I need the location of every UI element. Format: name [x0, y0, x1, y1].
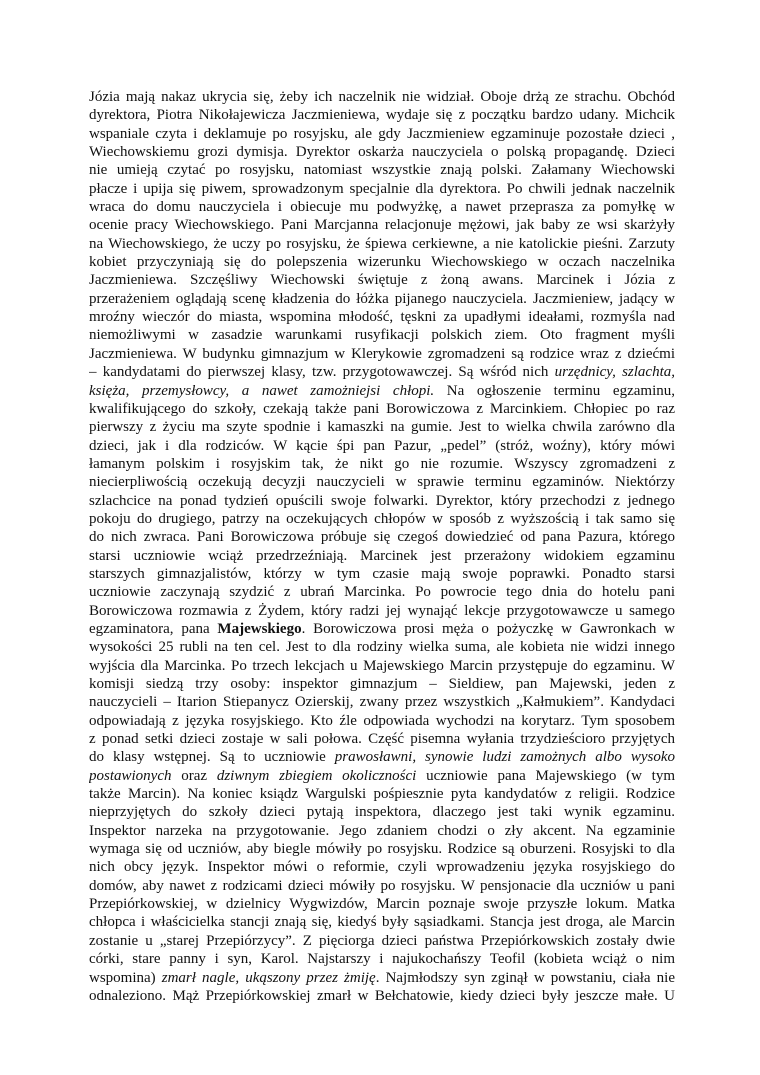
text-line [89, 712, 675, 730]
text-segment: . Borowiczowa prosi męża o pożyczkę w Gawronkach w [301, 620, 675, 637]
text-line [89, 822, 675, 840]
text-segment: łamanym polskim i rosyjskim tak, że nikt go nie rozumie. Wszyscy zgromadzeni z [89, 455, 675, 472]
text-line [89, 840, 675, 858]
text-line [89, 803, 675, 821]
text-line [89, 253, 675, 271]
text-line [89, 473, 675, 491]
text-line [89, 565, 675, 583]
italic-text: zmarł nagle, ukąszony przez żmiję [161, 969, 376, 986]
text-segment: na Wiechowskiego, że uczy po rosyjsku, że śpiewa cerkiewne, a nie katolickie pieśni. Zarzuty [89, 235, 675, 252]
text-segment: szlachcice na ponad tydzień opuścili swoje folwarki. Dyrektor, który przechodzi z jednego [89, 492, 675, 509]
text-line [89, 987, 675, 1005]
text-line [89, 198, 675, 216]
text-line [89, 620, 675, 638]
text-segment: kobiet przyczyniają się do polepszenia wizerunku Wiechowskiego w oczach naczelnika [89, 254, 675, 271]
text-segment: uczniowie pana Majewskiego (w tym [416, 767, 675, 784]
italic-text: urzędnicy, szlachta, [554, 364, 675, 381]
text-segment: odpowiadają z języka rosyjskiego. Kto źle odpowiada wychodzi na korytarz. Tym sposobem [89, 712, 675, 729]
text-segment: nauczycieli – Itarion Stiepanycz Ozierskij, zwany przez wszystkich „Kałmukiem”. Kandydaci [89, 694, 675, 711]
text-segment: nich obcy język. Inspektor mówi o reformie, czyli wprowadzeniu języka rosyjskiego do [89, 859, 675, 876]
text-line [89, 785, 675, 803]
text-line [89, 235, 675, 253]
italic-text: postawionych [89, 767, 172, 784]
text-line [89, 969, 675, 987]
document-page [89, 88, 675, 1005]
text-segment: przerażeniem oglądają scenę kładzenia do łóżka pijanego nauczyciela. Jaczmieniew, jadący w [89, 290, 675, 307]
text-segment: starszych gimnazjalistów, którzy w tym czasie mają swoje poprawki. Ponadto starsi [89, 565, 675, 582]
text-line [89, 602, 675, 620]
text-line [89, 638, 675, 656]
text-line [89, 693, 675, 711]
text-line [89, 382, 675, 400]
text-line [89, 657, 675, 675]
text-segment: Jaczmieniewa. Szczęśliwy Wiechowski świętuje z żoną awans. Marcinek i Józia z [89, 272, 675, 289]
text-line [89, 161, 675, 179]
text-segment: egzaminatora, pana [89, 620, 218, 637]
text-segment: nie umieją czytać po rosyjsku, natomiast wszystkie znają polski. Załamany Wiechowski [89, 162, 675, 179]
text-segment: oraz [171, 767, 217, 784]
text-segment: wspomina) [89, 969, 162, 986]
text-segment: dyrektora, Piotra Nikołajewicza Jaczmieniewa, wydaje się z początku bardzo udany. Michcik [89, 107, 675, 124]
text-line [89, 216, 675, 234]
text-line [89, 106, 675, 124]
text-segment: Józia mają nakaz ukrycia się, żeby ich naczelnik nie widział. Oboje drżą ze strachu. Obchód [89, 89, 675, 105]
text-segment: córki, stare panny i syn, Karol. Najstarszy i najukochańszy Teofil (kobieta wciąż o nim [89, 951, 675, 968]
italic-text: prawosławni, synowie ludzi zamożnych albo wysoko [334, 749, 675, 766]
text-line [89, 308, 675, 326]
text-segment: wspaniale czyta i deklamuje po rosyjsku, ale gdy Jaczmieniew egzaminuje pozostałe dzieci , [89, 125, 675, 142]
text-line [89, 895, 675, 913]
text-line [89, 858, 675, 876]
text-segment: starsi uczniowie wciąż przedrzeźniają. Marcinek jest przerażony widokiem egzaminu [89, 547, 675, 564]
text-segment: wyjścia dla Marcinka. Po trzech lekcjach u Majewskiego Marcin przystępuje do egzaminu. W [89, 657, 675, 674]
text-line [89, 950, 675, 968]
text-line [89, 877, 675, 895]
text-line [89, 748, 675, 766]
text-line [89, 363, 675, 381]
text-segment: Jaczmieniewa. W budynku gimnazjum w Klerykowie zgromadzeni są rodzice wraz z dziećmi [89, 345, 675, 362]
text-segment: Przepiórkowskiej, w dzielnicy Wygwizdów, Marcin poznaje swoje przyszłe lokum. Matka [89, 896, 675, 913]
text-segment: . Najmłodszy syn zginął w powstaniu, ciała nie [375, 969, 675, 986]
text-line [89, 730, 675, 748]
text-line [89, 675, 675, 693]
text-line [89, 932, 675, 950]
text-segment: dzieci, jak i dla rodziców. W kącie śpi pan Pazur, „pedel” (stróż, woźny), który mówi [89, 437, 675, 454]
text-segment: do klasy wstępnej. Są to uczniowie [89, 749, 335, 766]
text-line [89, 547, 675, 565]
text-line [89, 437, 675, 455]
text-segment: zostanie u „starej Przepiórzycy”. Z pięciorga dzieci państwa Przepiórkowskich zostały dwie [89, 932, 675, 949]
text-segment: komisji siedzą trzy osoby: inspektor gimnazjum – Sieldiew, pan Majewski, jeden z [89, 676, 675, 692]
text-segment: kwalifikującego do szkoły, czekają także pani Borowiczowa z Marcinkiem. Chłopiec po raz [89, 400, 675, 417]
text-line [89, 767, 675, 785]
text-line [89, 88, 675, 106]
text-segment: Inspektor narzeka na przygotowanie. Jego zdaniem chodzi o zły akcent. Na egzaminie [89, 822, 675, 839]
text-line [89, 510, 675, 528]
text-line [89, 125, 675, 143]
italic-text: księża, przemysłowcy, a nawet zamożniejsi chłopi. [89, 382, 435, 399]
italic-text: dziwnym zbiegiem okoliczności [216, 767, 417, 784]
text-line [89, 180, 675, 198]
text-segment: nieprzyjętych do szkoły dzieci pytają inspektora, dlaczego jest taki wynik egzaminu. [89, 804, 675, 821]
text-segment: do nich zwraca. Pani Borowiczowa próbuje się czegoś dowiedzieć od pana Pazura, którego [89, 529, 675, 546]
text-line [89, 345, 675, 363]
text-segment: pierwszy z życiu ma szyte spodnie i kamaszki na gumie. Jest to wielka chwila zarówno dla [89, 419, 675, 436]
text-line [89, 400, 675, 418]
text-segment: wymaga się od uczniów, aby biegle mówiły po rosyjsku. Rodzice są oburzeni. Rosyjski to dla [89, 841, 675, 858]
text-segment: uczniowie zaczynają szydzić z ubrań Marcinka. Po powrocie tego dnia do hotelu pani [89, 584, 675, 601]
text-segment: wysokości 25 rubli na ten cel. Jest to dla rodziny wielka suma, ale kobieta nie widzi innego [89, 639, 675, 656]
bold-text: Majewskiego [217, 620, 302, 637]
text-segment: mroźny wieczór do miasta, wspomina młodość, tęskni za upadłymi ideałami, rozmyśla nad [89, 309, 675, 326]
text-line [89, 418, 675, 436]
text-segment: Wiechowskiemu grozi dymisja. Dyrektor oskarża nauczyciela o polską propagandę. Dzieci [89, 144, 675, 161]
document-body-text [89, 88, 675, 1005]
text-segment: także Marcin). Na koniec ksiądz Wargulski pośpiesznie pyta kandydatów z religii. Rodzice [89, 786, 675, 803]
text-segment: odnaleziono. Mąż Przepiórkowskiej zmarł w Bełchatowie, kiedy dzieci były jeszcze małe. U [89, 987, 675, 1004]
text-segment: Borowiczowa rozmawia z Żydem, który radzi jej wynająć lekcje przygotowawcze u samego [89, 602, 675, 619]
text-segment: niemożliwymi w zasadzie warunkami rusyfikacji polskich ziem. Oto fragment myśli [89, 327, 675, 344]
text-segment: wraca do domu nauczyciela i obiecuje mu podwyżkę, a nawet przeprasza za pomyłkę w [89, 199, 675, 216]
text-line [89, 583, 675, 601]
text-segment: Na ogłoszenie terminu egzaminu, [434, 382, 675, 399]
text-segment: chłopca i właścicielka stancji znają się, kiedyś były sąsiadkami. Stancja jest droga, ale Marcin [89, 914, 675, 931]
text-segment: niecierpliwością oczekują decyzji nauczycieli w sprawie terminu egzaminów. Niektórzy [89, 474, 675, 491]
text-line [89, 326, 675, 344]
text-segment: z ponad setki dzieci zostaje w sali połowa. Część pisemna wyłania trzydzieściоro przyjętych [89, 731, 675, 748]
text-segment: pokoju do drugiego, patrzy na oczekujących chłopów w sposób z wyższością i tak samo się [89, 510, 675, 527]
text-segment: płacze i upija się piwem, sprowadzonym specjalnie dla dyrektora. Po chwili jednak naczelnik [89, 180, 675, 197]
text-segment: – kandydatami do pierwszej klasy, tzw. przygotowawczej. Są wśród nich [89, 364, 555, 381]
text-line [89, 290, 675, 308]
text-segment: domów, aby nawet z rodzicami dzieci mówiły po rosyjsku. W pensjonacie dla uczniów u pani [89, 877, 675, 894]
text-segment: ocenie pracy Wiechowskiego. Pani Marcjanna relacjonuje mężowi, jak baby ze wsi skarżyły [89, 217, 675, 234]
text-line [89, 455, 675, 473]
text-line [89, 271, 675, 289]
text-line [89, 492, 675, 510]
text-line [89, 143, 675, 161]
text-line [89, 528, 675, 546]
text-line [89, 913, 675, 931]
